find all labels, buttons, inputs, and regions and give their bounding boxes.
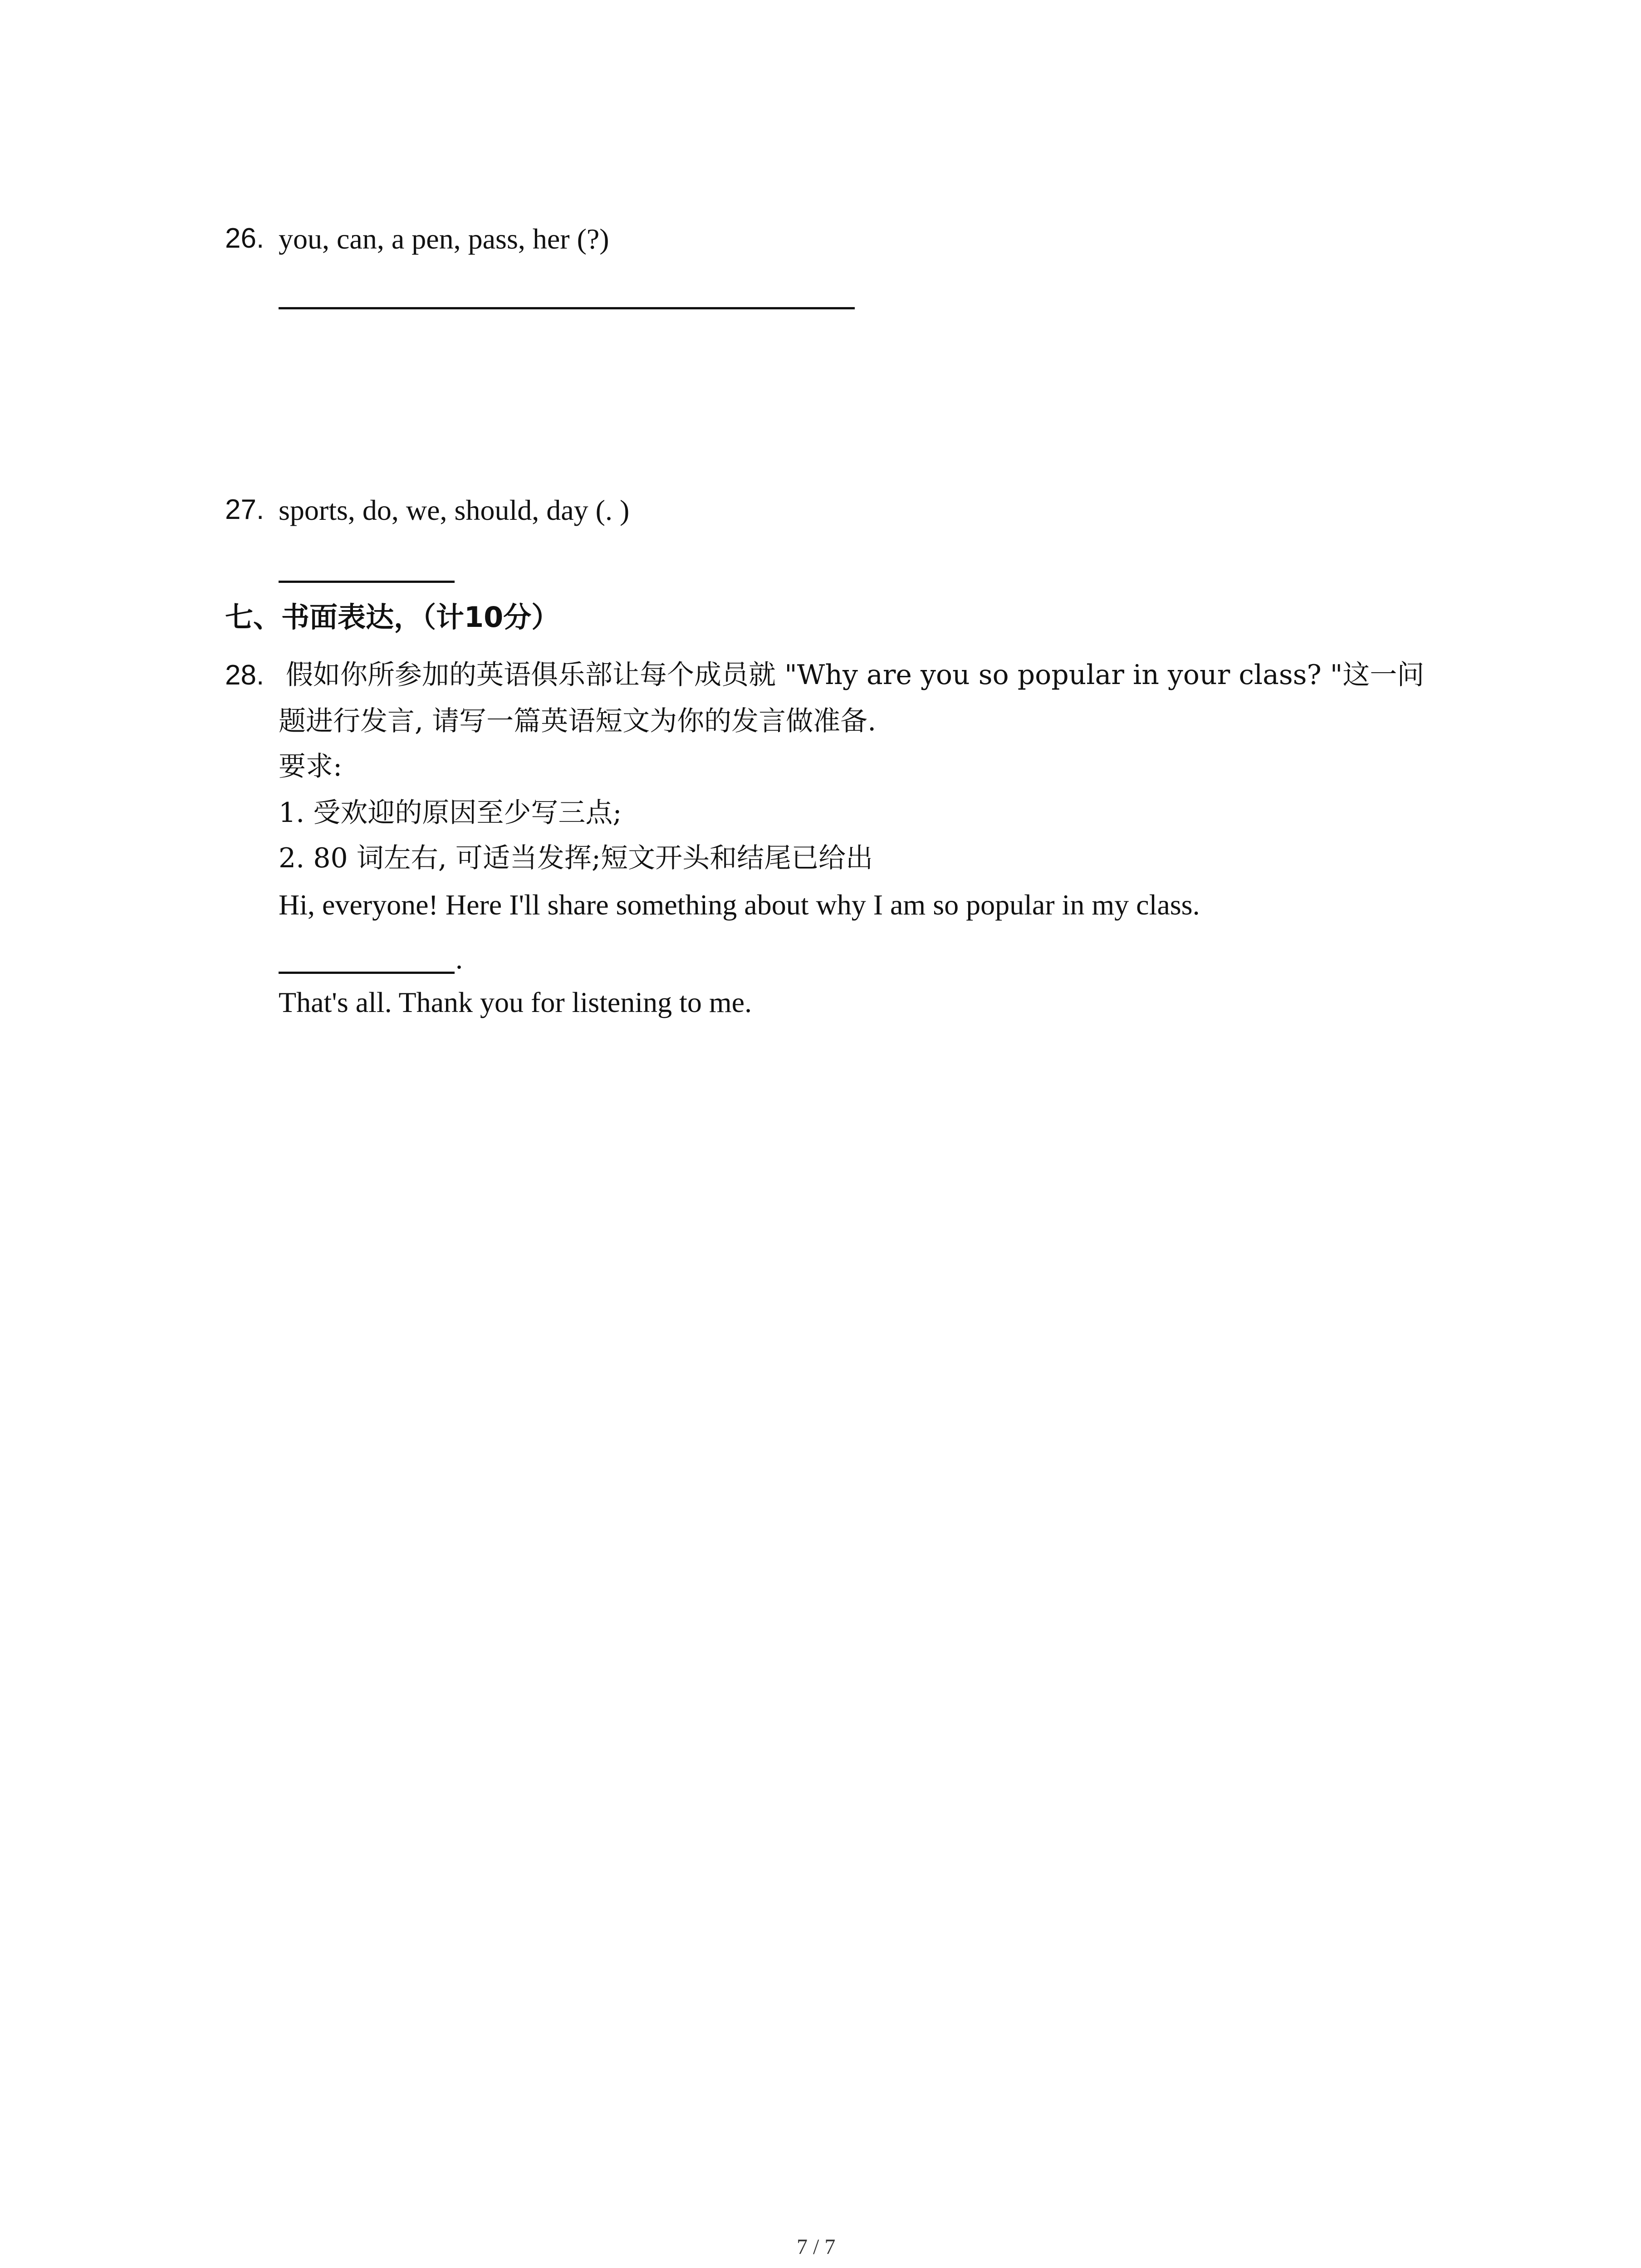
- requirement-2: 2. 80 词左右, 可适当发挥;短文开头和结尾已给出: [279, 842, 873, 874]
- question-28-number: 28.: [225, 660, 265, 691]
- question-27-prompt: sports, do, we, should, day (. ): [279, 494, 630, 526]
- essay-blank-period: .: [456, 943, 463, 975]
- question-27-answer-line: [279, 581, 455, 583]
- essay-opening: Hi, everyone! Here I'll share something about why I am so popular in my class.: [279, 889, 1200, 921]
- question-26-answer-line: [279, 307, 855, 309]
- question-26-prompt: you, can, a pen, pass, her (?): [279, 223, 609, 255]
- question-28-line-2: 题进行发言, 请写一篇英语短文为你的发言做准备.: [279, 705, 877, 737]
- question-27-number: 27.: [225, 494, 265, 525]
- requirements-label: 要求:: [279, 751, 343, 782]
- section-7-heading: 七、书面表达，（计10分）: [225, 601, 560, 634]
- page-number: 7 / 7: [797, 2235, 836, 2259]
- question-26-number: 26.: [225, 223, 265, 254]
- essay-closing: That's all. Thank you for listening to me.: [279, 986, 752, 1018]
- requirement-1: 1. 受欢迎的原因至少写三点;: [279, 797, 622, 829]
- question-28-line-1: 假如你所参加的英语俱乐部让每个成员就 "Why are you so popular in your class? "这一问: [286, 659, 1425, 691]
- essay-answer-line: [279, 972, 455, 974]
